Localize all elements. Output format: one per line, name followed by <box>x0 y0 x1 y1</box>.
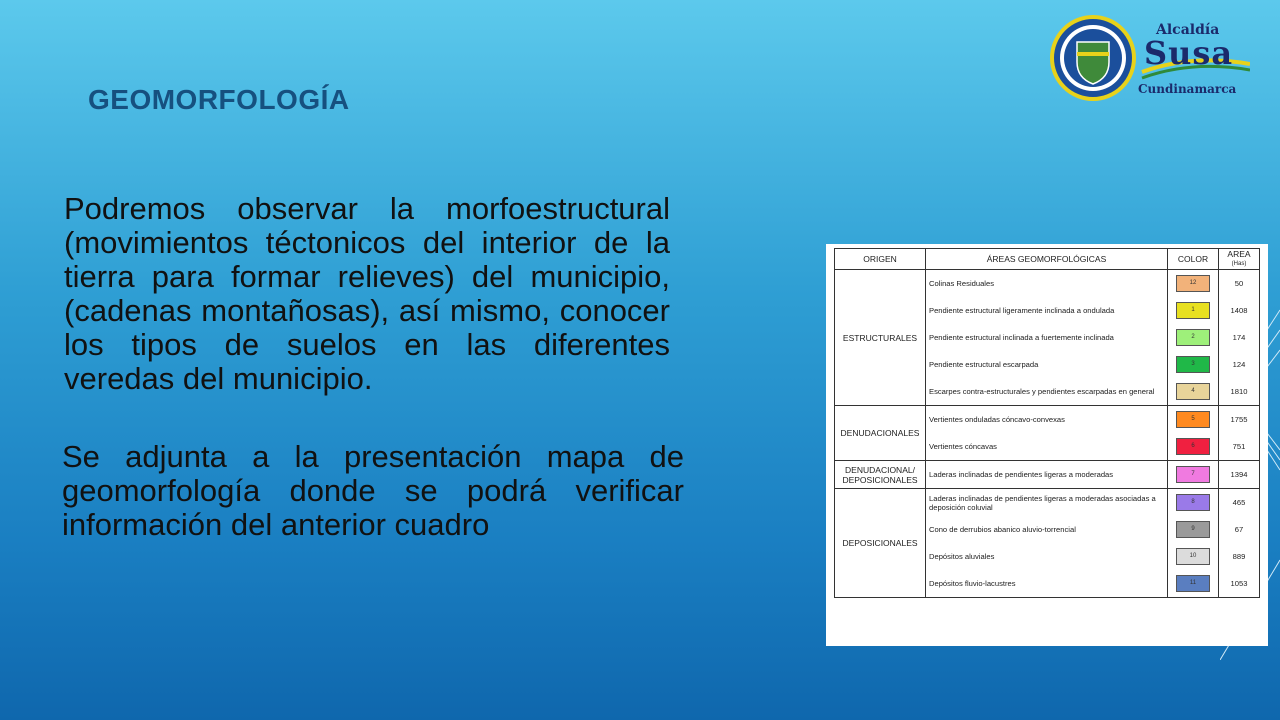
color-swatch: 2 <box>1176 329 1210 346</box>
color-cell <box>1168 324 1219 351</box>
color-swatch: 10 <box>1176 548 1210 565</box>
area-name-cell: Colinas Residuales <box>926 270 1168 298</box>
color-swatch: 5 <box>1176 411 1210 428</box>
hectares-cell: 1053 <box>1219 570 1260 598</box>
col-area-unit: (Has) <box>1231 261 1247 267</box>
color-swatch: 12 <box>1176 275 1210 292</box>
table-row <box>835 406 1260 434</box>
hectares-cell: 67 <box>1219 516 1260 543</box>
color-cell <box>1168 570 1219 598</box>
hectares-cell: 465 <box>1219 489 1260 517</box>
col-areas: ÁREAS GEOMORFOLÓGICAS <box>926 249 1168 270</box>
col-origen: ORIGEN <box>835 249 926 270</box>
col-color: COLOR <box>1168 249 1219 270</box>
logo-text-susa: Susa <box>1144 34 1234 72</box>
color-cell <box>1168 378 1219 406</box>
table-row <box>835 270 1260 298</box>
area-name-cell: Escarpes contra-estructurales y pendientes escarpadas en general <box>926 378 1168 406</box>
color-swatch: 9 <box>1176 521 1210 538</box>
color-cell <box>1168 406 1219 434</box>
table-body <box>835 270 1260 598</box>
table-row <box>835 461 1260 489</box>
color-cell <box>1168 461 1219 489</box>
color-cell <box>1168 270 1219 298</box>
area-name-cell: Laderas inclinadas de pendientes ligeras a moderadas asociadas a deposición coluvial <box>926 489 1168 517</box>
color-swatch: 3 <box>1176 356 1210 373</box>
body-paragraph-2: Se adjunta a la presentación mapa de geomorfología donde se podrá verificar información del anterior cuadro <box>62 439 684 542</box>
area-name-cell: Depósitos aluviales <box>926 543 1168 570</box>
area-name-cell: Pendiente estructural escarpada <box>926 351 1168 378</box>
color-swatch: 6 <box>1176 438 1210 455</box>
origen-cell: ESTRUCTURALES <box>835 270 926 406</box>
area-name-cell: Laderas inclinadas de pendientes ligeras a moderadas <box>926 461 1168 489</box>
color-swatch: 11 <box>1176 575 1210 592</box>
color-cell <box>1168 516 1219 543</box>
slide-title: GEOMORFOLOGÍA <box>88 84 350 115</box>
color-cell <box>1168 351 1219 378</box>
color-swatch: 4 <box>1176 383 1210 400</box>
hectares-cell: 751 <box>1219 433 1260 461</box>
area-name-cell: Pendiente estructural inclinada a fuertemente inclinada <box>926 324 1168 351</box>
color-swatch: 7 <box>1176 466 1210 483</box>
color-swatch: 1 <box>1176 302 1210 319</box>
origen-cell: DENUDACIONAL/ DEPOSICIONALES <box>835 461 926 489</box>
color-swatch: 8 <box>1176 494 1210 511</box>
logo-text-cundinamarca: Cundinamarca <box>1138 82 1237 96</box>
area-name-cell: Vertientes cóncavas <box>926 433 1168 461</box>
hectares-cell: 124 <box>1219 351 1260 378</box>
hectares-cell: 889 <box>1219 543 1260 570</box>
hectares-cell: 1810 <box>1219 378 1260 406</box>
hectares-cell: 50 <box>1219 270 1260 298</box>
col-area-label: AREA <box>1227 249 1251 259</box>
hectares-cell: 1408 <box>1219 297 1260 324</box>
logo-text-alcaldia: Alcaldía <box>1156 22 1220 38</box>
color-cell <box>1168 489 1219 517</box>
area-name-cell: Cono de derrubios abanico aluvio-torrencial <box>926 516 1168 543</box>
table-row <box>835 489 1260 517</box>
body-paragraph-1: Podremos observar la morfoestructural (movimientos téctonicos del interior de la tierra para formar relieves) del municipio, (cadenas montañosas), así mismo, conocer los tipos de suelos en las diferentes veredas del municipio. <box>64 191 670 396</box>
hectares-cell: 174 <box>1219 324 1260 351</box>
geomorphology-table <box>834 248 1260 598</box>
col-area <box>1219 249 1260 270</box>
hectares-cell: 1394 <box>1219 461 1260 489</box>
origen-cell: DENUDACIONALES <box>835 406 926 461</box>
color-cell <box>1168 433 1219 461</box>
geomorphology-table-image <box>826 244 1268 646</box>
origen-cell: DEPOSICIONALES <box>835 489 926 598</box>
color-cell <box>1168 297 1219 324</box>
area-name-cell: Depósitos fluvio-lacustres <box>926 570 1168 598</box>
hectares-cell: 1755 <box>1219 406 1260 434</box>
area-name-cell: Vertientes onduladas cóncavo-convexas <box>926 406 1168 434</box>
area-name-cell: Pendiente estructural ligeramente inclinada a ondulada <box>926 297 1168 324</box>
color-cell <box>1168 543 1219 570</box>
